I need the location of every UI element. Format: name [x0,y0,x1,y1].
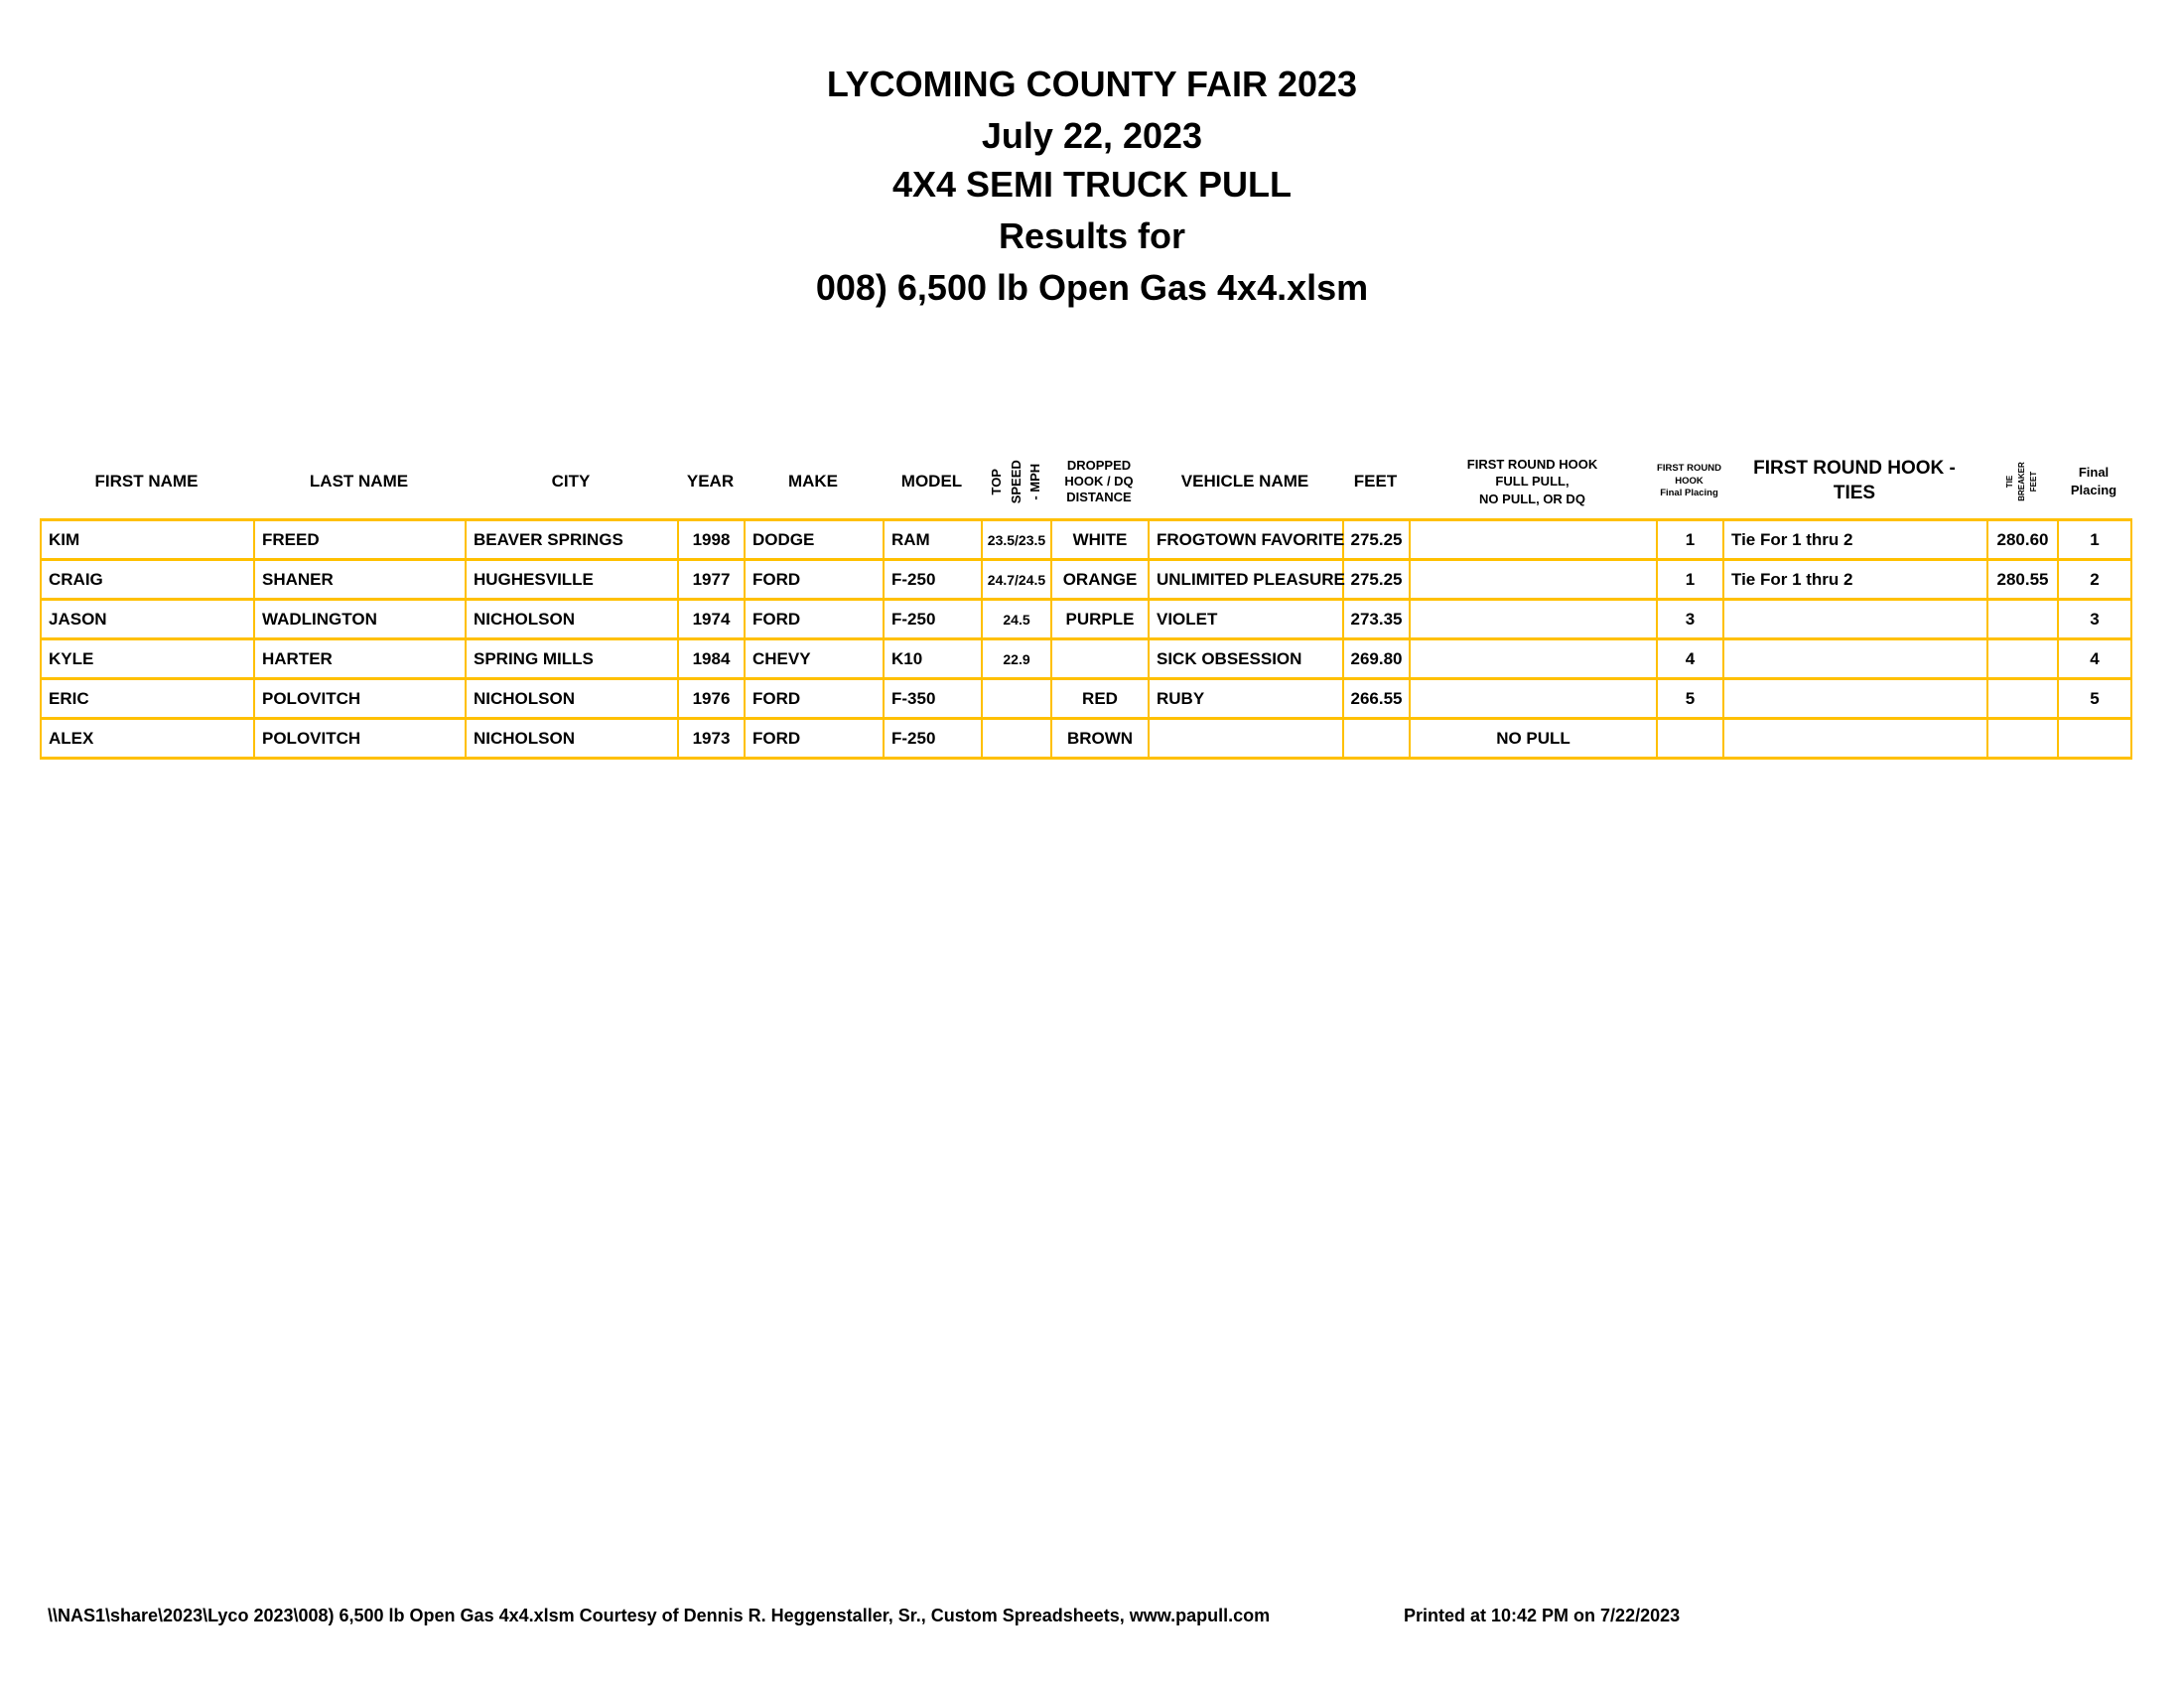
column-header-label [687,471,734,492]
header-text-line: TIES [1833,483,1876,503]
column-header-top-speed-mph [981,445,1050,518]
header-text-line: FIRST ROUND HOOK [1466,456,1598,472]
cell-first-round-hook-ties [1724,601,1988,640]
column-header-label [2004,462,2040,501]
cell-feet: 275.25 [1344,521,1411,561]
cell-first-round-hook-final-placing [1658,720,1724,760]
cell-year: 1977 [679,561,746,601]
cell-final-placing: 2 [2059,561,2132,601]
footer-printed-timestamp: Printed at 10:42 PM on 7/22/2023 [1404,1606,1681,1625]
cell-year: 1973 [679,720,746,760]
cell-final-placing: 5 [2059,680,2132,720]
column-header-model [883,445,981,518]
cell-last-name: POLOVITCH [255,720,467,760]
cell-model: F-350 [885,680,983,720]
header-text-line: MODEL [900,472,963,492]
cell-year: 1974 [679,601,746,640]
column-header-last-name [253,445,465,518]
cell-vehicle-name [1150,720,1344,760]
header-text-line: FEET [2028,471,2038,492]
event-name: 4X4 SEMI TRUCK PULL [891,164,1293,205]
header-text-line: MAKE [787,472,839,492]
header-text-line: YEAR [686,472,735,492]
header-text-line: HOOK [1675,475,1704,487]
cell-first-name: KYLE [42,640,255,680]
column-header-city [465,445,677,518]
cell-first-round-hook-full-pull [1411,521,1658,561]
cell-dropped-hook-dq-distance: RED [1052,680,1150,720]
column-header-first-round-hook-full-pull [1409,445,1656,518]
header-text-line: FULL PULL, [1495,474,1570,490]
cell-first-round-hook-full-pull [1411,640,1658,680]
cell-feet: 273.35 [1344,601,1411,640]
cell-make: CHEVY [746,640,885,680]
cell-make: FORD [746,561,885,601]
cell-final-placing: 1 [2059,521,2132,561]
cell-final-placing: 4 [2059,640,2132,680]
cell-model: RAM [885,521,983,561]
cell-first-name: KIM [42,521,255,561]
header-text-line: Final Placing [1660,488,1718,499]
cell-vehicle-name: UNLIMITED PLEASURE [1150,561,1344,601]
column-header-vehicle-name [1148,445,1342,518]
header-text-line: TOP [988,468,1004,495]
cell-vehicle-name: VIOLET [1150,601,1344,640]
cell-dropped-hook-dq-distance: PURPLE [1052,601,1150,640]
header-text-line: FIRST NAME [94,472,199,492]
cell-feet: 275.25 [1344,561,1411,601]
cell-dropped-hook-dq-distance: BROWN [1052,720,1150,760]
cell-last-name: HARTER [255,640,467,680]
header-text-line: CITY [551,472,591,492]
header-text-line: FEET [1353,472,1398,492]
cell-city: BEAVER SPRINGS [467,521,679,561]
cell-tie-breaker-feet [1988,720,2059,760]
column-header-label [901,471,962,492]
cell-first-round-hook-ties [1724,680,1988,720]
column-header-label [1354,471,1397,492]
cell-first-name: JASON [42,601,255,640]
cell-vehicle-name: RUBY [1150,680,1344,720]
column-header-label [2071,464,2116,498]
results-for-label: Results for [998,215,1186,256]
footer-file-path: \\NAS1\share\2023\Lyco 2023\008) 6,500 lb Open Gas 4x4.xlsm Courtesy of Dennis R. Heggenstaller, Sr., Custom Spreadsheets, www.papull.com [48,1606,1271,1625]
cell-first-round-hook-ties: Tie For 1 thru 2 [1724,561,1988,601]
header-text-line: DROPPED [1066,457,1132,473]
cell-make: FORD [746,720,885,760]
column-header-label [788,471,838,492]
cell-feet: 266.55 [1344,680,1411,720]
table-body [40,518,2132,760]
column-header-label [1181,471,1308,492]
column-header-label [1753,457,1956,505]
cell-tie-breaker-feet: 280.55 [1988,561,2059,601]
cell-top-speed-mph: 24.5 [983,601,1052,640]
column-header-feet [1342,445,1409,518]
cell-city: NICHOLSON [467,601,679,640]
cell-last-name: POLOVITCH [255,680,467,720]
cell-dropped-hook-dq-distance: WHITE [1052,521,1150,561]
cell-top-speed-mph [983,680,1052,720]
cell-final-placing: 3 [2059,601,2132,640]
column-header-final-placing [2057,445,2130,518]
column-header-label [1064,458,1133,506]
cell-first-round-hook-full-pull [1411,601,1658,640]
cell-city: NICHOLSON [467,680,679,720]
cell-first-round-hook-full-pull: NO PULL [1411,720,1658,760]
header-text-line: BREAKER [2016,462,2026,501]
cell-model: F-250 [885,720,983,760]
cell-first-name: ALEX [42,720,255,760]
cell-model: K10 [885,640,983,680]
cell-dropped-hook-dq-distance [1052,640,1150,680]
cell-top-speed-mph: 22.9 [983,640,1052,680]
header-text-line: LAST NAME [309,472,409,492]
cell-model: F-250 [885,561,983,601]
cell-make: DODGE [746,521,885,561]
cell-top-speed-mph [983,720,1052,760]
header-text-line: HOOK / DQ [1064,473,1134,489]
column-header-label [1657,463,1721,500]
cell-last-name: FREED [255,521,467,561]
cell-tie-breaker-feet: 280.60 [1988,521,2059,561]
column-header-label [552,471,591,492]
cell-year: 1998 [679,521,746,561]
header-text-line: Final [2078,465,2110,481]
header-text-line: VEHICLE NAME [1180,472,1309,492]
column-header-label [1467,456,1597,508]
table-header-row [40,445,2130,518]
column-header-year [677,445,744,518]
cell-first-round-hook-full-pull [1411,680,1658,720]
cell-dropped-hook-dq-distance: ORANGE [1052,561,1150,601]
cell-make: FORD [746,601,885,640]
header-text-line: - MPH [1026,463,1042,500]
column-header-label [310,471,408,492]
class-file-name: 008) 6,500 lb Open Gas 4x4.xlsm [815,267,1369,308]
column-header-first-round-hook-ties [1722,445,1986,518]
cell-feet [1344,720,1411,760]
cell-first-name: ERIC [42,680,255,720]
cell-feet: 269.80 [1344,640,1411,680]
column-header-make [744,445,883,518]
page-title: LYCOMING COUNTY FAIR 2023 [826,64,1358,104]
cell-tie-breaker-feet [1988,601,2059,640]
cell-first-round-hook-ties [1724,640,1988,680]
cell-year: 1976 [679,680,746,720]
cell-city: NICHOLSON [467,720,679,760]
cell-make: FORD [746,680,885,720]
header-text-line: Placing [2070,483,2117,497]
cell-first-round-hook-final-placing: 1 [1658,521,1724,561]
header-text-line: NO PULL, OR DQ [1479,491,1585,506]
cell-model: F-250 [885,601,983,640]
cell-city: SPRING MILLS [467,640,679,680]
column-header-first-round-hook-final-placing [1656,445,1722,518]
column-header-dropped-hook-dq-distance [1050,445,1148,518]
cell-city: HUGHESVILLE [467,561,679,601]
cell-first-round-hook-final-placing: 4 [1658,640,1724,680]
cell-first-round-hook-full-pull [1411,561,1658,601]
cell-first-round-hook-ties: Tie For 1 thru 2 [1724,521,1988,561]
cell-first-round-hook-ties [1724,720,1988,760]
cell-first-round-hook-final-placing: 1 [1658,561,1724,601]
header-text-line: TIE [2004,475,2014,489]
cell-top-speed-mph: 24.7/24.5 [983,561,1052,601]
column-header-tie-breaker-feet [1986,445,2057,518]
cell-year: 1984 [679,640,746,680]
column-header-label [95,471,199,492]
cell-first-round-hook-final-placing: 5 [1658,680,1724,720]
cell-vehicle-name: FROGTOWN FAVORITE [1150,521,1344,561]
header-text-line: FIRST ROUND [1657,462,1721,474]
header-text-line: FIRST ROUND HOOK - [1753,458,1956,480]
cell-final-placing [2059,720,2132,760]
cell-first-name: CRAIG [42,561,255,601]
header-text-line: SPEED [1008,459,1024,504]
cell-vehicle-name: SICK OBSESSION [1150,640,1344,680]
cell-tie-breaker-feet [1988,680,2059,720]
cell-last-name: WADLINGTON [255,601,467,640]
column-header-first-name [40,445,253,518]
cell-top-speed-mph: 23.5/23.5 [983,521,1052,561]
cell-tie-breaker-feet [1988,640,2059,680]
cell-last-name: SHANER [255,561,467,601]
header-text-line: DISTANCE [1066,490,1132,505]
column-header-label [987,460,1045,503]
event-date: July 22, 2023 [981,115,1203,156]
cell-first-round-hook-final-placing: 3 [1658,601,1724,640]
